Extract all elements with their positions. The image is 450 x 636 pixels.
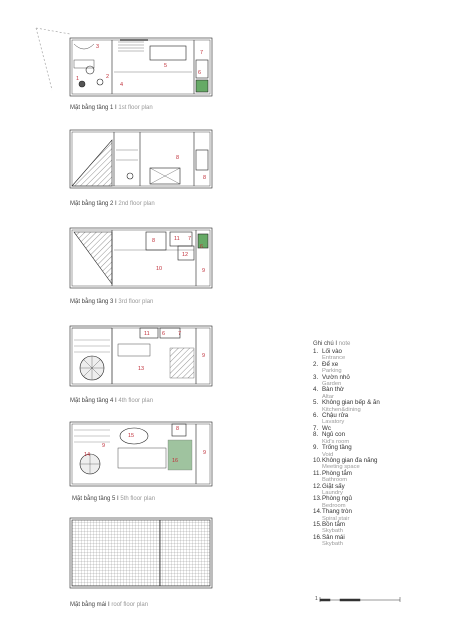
plan-floor-4 <box>70 326 212 386</box>
legend-items <box>313 349 433 548</box>
legend-item: 5. Không gian bếp & ăn Kitchen&dining <box>313 399 380 413</box>
legend-item: 2. Để xe Parking <box>313 360 342 375</box>
room-label: 11 <box>144 331 150 337</box>
room-label: 9 <box>202 268 206 274</box>
plan-floor-1 <box>36 28 212 96</box>
plan-floor-2 <box>70 130 212 188</box>
legend-item: 14. Thang tròn Spiral stair <box>313 508 352 522</box>
legend <box>313 341 433 548</box>
room-label: 3 <box>96 44 100 50</box>
legend-title: Ghi chú I note <box>313 341 351 347</box>
room-label: 2 <box>106 74 110 80</box>
room-label: 7 <box>188 236 192 242</box>
plan-floor-5 <box>70 422 212 486</box>
room-label: 9 <box>203 450 207 456</box>
legend-item: 7. Wc <box>313 424 331 432</box>
room-label: 5 <box>164 63 168 69</box>
room-label: 7 <box>200 50 204 56</box>
room-label: 8 <box>176 426 180 432</box>
legend-item: 4. Bàn thờ Altar <box>313 386 344 400</box>
caption-roof: Mặt bằng mái I roof floor plan <box>70 602 149 608</box>
scale-bar <box>320 597 400 602</box>
room-label: 16 <box>172 458 179 464</box>
room-label: 4 <box>120 82 124 88</box>
room-label: 6 <box>198 70 202 76</box>
room-label: 1 <box>76 76 80 82</box>
legend-item: 1. Lối vào Entrance <box>313 348 346 362</box>
caption-floor-4: Mặt bằng tầng 4 I 4th floor plan <box>70 398 154 404</box>
room-label: 11 <box>174 236 180 242</box>
room-label: 9 <box>202 353 206 359</box>
caption-floor-3: Mặt bằng tầng 3 I 3rd floor plan <box>70 299 154 305</box>
room-label: 13 <box>138 366 145 372</box>
room-label: 8 <box>152 238 156 244</box>
room-label: 7 <box>178 331 182 337</box>
scale-bar-label: 1 <box>315 596 318 602</box>
room-label: 8 <box>203 175 207 181</box>
legend-item: 10. Không gian đa năng Meeting space <box>313 456 378 471</box>
legend-item: 15. Bồn tắm Skybath <box>313 520 346 535</box>
legend-item: 8. Ngủ con Kid's room <box>313 431 350 445</box>
caption-floor-5: Mặt bằng tầng 5 I 5th floor plan <box>72 496 156 502</box>
room-label: 15 <box>128 433 135 439</box>
plan-roof <box>70 518 212 588</box>
room-label: 6 <box>200 244 204 250</box>
legend-item: 16. Sân mái Skybath <box>313 533 345 548</box>
legend-item: 6. Chậu rửa Lavatory <box>313 412 349 426</box>
room-label: 9 <box>102 443 106 449</box>
caption-floor-2: Mặt bằng tầng 2 I 2nd floor plan <box>70 201 155 207</box>
room-label: 8 <box>176 155 180 161</box>
legend-item: 13. Phòng ngủ Bedroom <box>313 495 352 509</box>
room-label: 10 <box>156 266 163 272</box>
legend-item: 3. Vườn nhỏ Garden <box>313 373 350 388</box>
legend-item: 11. Phòng tắm Bathroom <box>313 469 352 484</box>
room-label: 12 <box>182 252 189 258</box>
room-label: 6 <box>162 331 166 337</box>
legend-item: 12. Giặt sấy Laundry <box>313 482 345 496</box>
room-label: 14 <box>84 452 91 458</box>
caption-floor-1: Mặt bằng tầng 1 I 1st floor plan <box>70 105 153 111</box>
legend-item: 9. Trống tầng Void <box>313 444 352 458</box>
